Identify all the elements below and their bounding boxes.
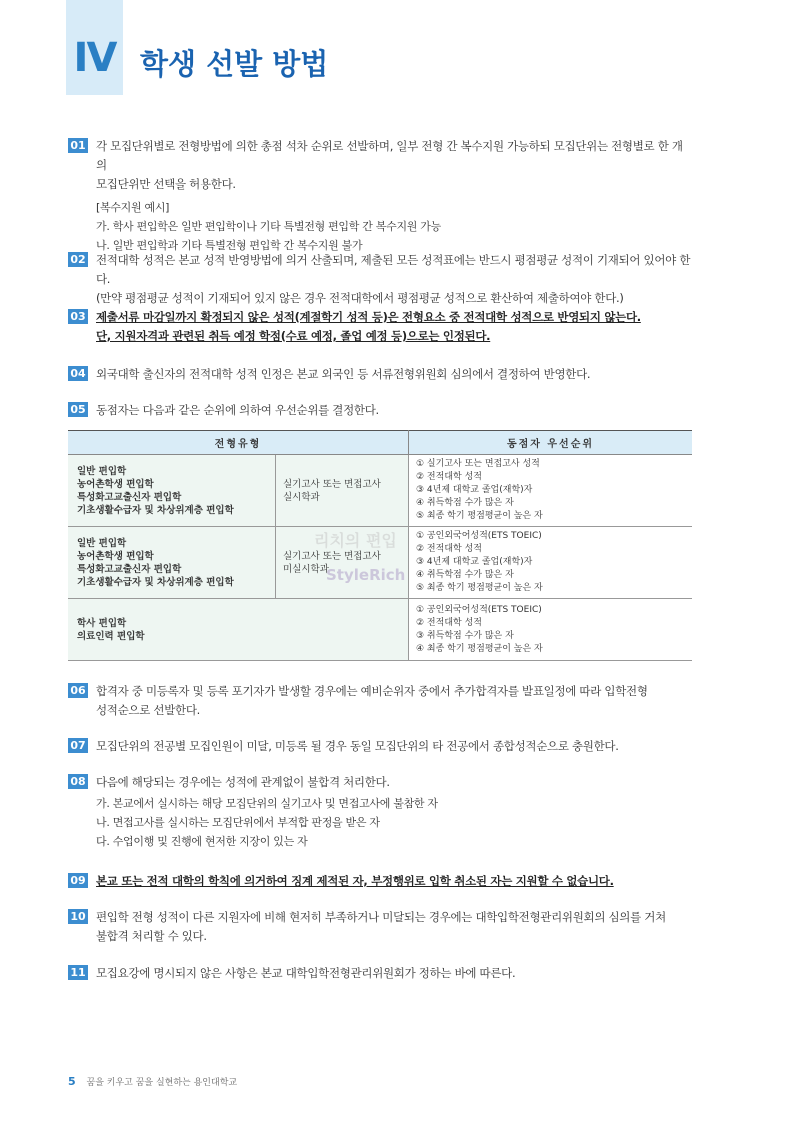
- priority-line: ③ 취득학점 수가 많은 자: [416, 630, 514, 641]
- priority-line: ③ 4년제 대학교 졸업(재학)자: [416, 485, 533, 495]
- footer-slogan: 꿈을 키우고 꿈을 실현하는 용인대학교: [86, 1078, 238, 1088]
- rule-item-06: [68, 682, 693, 720]
- rule-item-05: [68, 401, 693, 420]
- type-line: 농어촌학생 편입학: [77, 550, 154, 562]
- priority-cell: [409, 455, 693, 527]
- table-row: [68, 455, 692, 527]
- item-number-badge: 07: [68, 738, 88, 753]
- rule-item-10: [68, 908, 693, 946]
- watermark-text: 리치의 편입: [314, 531, 397, 550]
- item-text: 다음에 해당되는 경우에는 성적에 관계없이 불합격 처리한다.: [96, 775, 390, 789]
- item-text: 합격자 중 미등록자 및 등록 포기자가 발생할 경우에는 예비순위자 중에서 추가합격자를 발표일정에 따라 입학전형: [96, 684, 648, 698]
- type-line: 농어촌학생 편입학: [77, 478, 154, 490]
- sub-text: 나. 면접고사를 실시하는 모집단위에서 부적합 판정을 받은 자: [96, 816, 380, 829]
- item-text: 모집단위의 전공별 모집인원이 미달, 미등록 될 경우 동일 모집단위의 타 전공에서 종합성적순으로 충원한다.: [96, 739, 619, 753]
- priority-cell: [409, 527, 693, 599]
- item-number-badge: 05: [68, 402, 88, 417]
- rule-item-04: [68, 365, 693, 384]
- rule-item-03: [68, 308, 693, 346]
- item-text: 모집단위만 선택을 허용한다.: [96, 177, 236, 191]
- type-line: 의료인력 편입학: [77, 630, 145, 642]
- item-text: 모집요강에 명시되지 않은 사항은 본교 대학입학전형관리위원회가 정하는 바에 따른다.: [96, 966, 516, 980]
- rule-item-11: [68, 964, 693, 983]
- type-line: 기초생활수급자 및 차상위계층 편입학: [77, 504, 234, 516]
- type-line: 기초생활수급자 및 차상위계층 편입학: [77, 576, 234, 588]
- priority-cell: [409, 599, 693, 661]
- priority-line: ② 전적대학 성적: [416, 472, 482, 482]
- chapter-title: 학생 선발 방법: [140, 47, 329, 81]
- priority-line: ① 실기고사 또는 면접고사 성적: [416, 459, 540, 469]
- item-text: 제출서류 마감일까지 확정되지 않은 성적(계절학기 성적 등)은 전형요소 중 전적대학 성적으로 반영되지 않는다.: [96, 310, 641, 324]
- method-line: 미실시학과: [283, 563, 329, 575]
- method-line: 실기고사 또는 면접고사: [283, 550, 381, 562]
- item-text: 불합격 처리할 수 있다.: [96, 929, 207, 943]
- rule-item-07: [68, 737, 693, 756]
- priority-line: ④ 취득학점 수가 많은 자: [416, 570, 514, 580]
- item-text: 단, 지원자격과 관련된 취득 예정 학점(수료 예정, 졸업 예정 등)으로는 인정된다.: [96, 329, 491, 343]
- priority-line: ① 공인외국어성적(ETS TOEIC): [416, 604, 542, 615]
- type-line: 일반 편입학: [77, 465, 127, 477]
- priority-line: ① 공인외국어성적(ETS TOEIC): [416, 531, 542, 541]
- type-cell: [68, 455, 276, 527]
- type-line: 일반 편입학: [77, 537, 127, 549]
- priority-line: ② 전적대학 성적: [416, 617, 482, 628]
- method-line: 실기고사 또는 면접고사: [283, 478, 381, 490]
- priority-line: ⑤ 최종 학기 평점평균이 높은 자: [416, 511, 543, 521]
- sub-text: 가. 본교에서 실시하는 해당 모집단위의 실기고사 및 면접고사에 불참한 자: [96, 797, 438, 810]
- item-number-badge: 06: [68, 683, 88, 698]
- priority-line: ④ 최종 학기 평점평균이 높은 자: [416, 643, 543, 654]
- item-number-badge: 08: [68, 774, 88, 789]
- item-number-badge: 09: [68, 873, 88, 888]
- item-text: 전적대학 성적은 본교 성적 반영방법에 의거 산출되며, 제출된 모든 성적표에는 반드시 평점평균 성적이 기재되어 있어야 한다.: [96, 253, 691, 286]
- page-number: 5: [68, 1075, 76, 1088]
- item-number-badge: 02: [68, 252, 88, 267]
- chapter-number: Ⅳ: [73, 35, 116, 81]
- sub-text: 다. 수업이행 및 진행에 현저한 지장이 있는 자: [96, 835, 308, 848]
- item-text: (만약 평점평균 성적이 기재되어 있지 않은 경우 전적대학에서 평점평균 성적으로 환산하여 제출하여야 한다.): [96, 291, 624, 305]
- table-header-priority: 동점자 우선순위: [409, 431, 693, 455]
- item-text: 성적순으로 선발한다.: [96, 703, 200, 717]
- item-text: 동점자는 다음과 같은 순위에 의하여 우선순위를 결정한다.: [96, 403, 379, 417]
- item-text: 각 모집단위별로 전형방법에 의한 총점 석차 순위로 선발하며, 일부 전형 간 복수지원 가능하되 모집단위는 전형별로 한 개의: [96, 139, 683, 172]
- item-number-badge: 01: [68, 138, 88, 153]
- rule-item-09: [68, 872, 693, 891]
- priority-line: ④ 취득학점 수가 많은 자: [416, 498, 514, 508]
- page-footer: [68, 1075, 237, 1088]
- priority-line: ⑤ 최종 학기 평점평균이 높은 자: [416, 583, 543, 593]
- item-number-badge: 11: [68, 965, 88, 980]
- item-number-badge: 10: [68, 909, 88, 924]
- watermark-logo: StyleRich: [326, 566, 406, 584]
- sub-text: [복수지원 예시]: [96, 201, 170, 214]
- item-text: 편입학 전형 성적이 다른 지원자에 비해 현저히 부족하거나 미달되는 경우에는 대학입학전형관리위원회의 심의를 거쳐: [96, 910, 666, 924]
- chapter-box: [66, 0, 123, 95]
- sub-text: 가. 학사 편입학은 일반 편입학이나 기타 특별전형 편입학 간 복수지원 가능: [96, 220, 441, 233]
- item-text: 본교 또는 전적 대학의 학칙에 의거하여 징계 제적된 자, 부정행위로 입학 취소된 자는 지원할 수 없습니다.: [96, 874, 614, 888]
- rule-item-01: [68, 137, 693, 255]
- table-header-type: 전형유형: [68, 431, 409, 455]
- type-cell: [68, 527, 276, 599]
- priority-line: ③ 4년제 대학교 졸업(재학)자: [416, 557, 533, 567]
- item-number-badge: 03: [68, 309, 88, 324]
- item-text: 외국대학 출신자의 전적대학 성적 인정은 본교 외국인 등 서류전형위원회 심의에서 결정하여 반영한다.: [96, 367, 591, 381]
- method-cell: [276, 455, 409, 527]
- rule-item-02: [68, 251, 693, 308]
- type-line: 특성화고교출신자 편입학: [77, 563, 182, 575]
- type-line: 특성화고교출신자 편입학: [77, 491, 182, 503]
- type-cell: [68, 599, 409, 661]
- sub-text: 나. 일반 편입학과 기타 특별전형 편입학 간 복수지원 불가: [96, 239, 363, 252]
- method-line: 실시학과: [283, 491, 320, 503]
- rule-item-08: [68, 773, 693, 851]
- table-row: [68, 599, 692, 661]
- item-number-badge: 04: [68, 366, 88, 381]
- priority-line: ② 전적대학 성적: [416, 544, 482, 554]
- type-line: 학사 편입학: [77, 617, 127, 629]
